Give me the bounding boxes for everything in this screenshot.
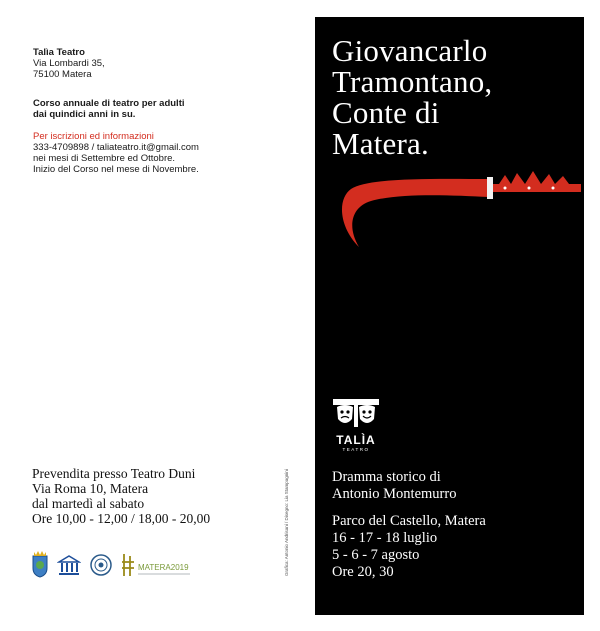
event-time: Ore 20, 30 [332,564,394,580]
matera-2019-logo [120,550,200,580]
play-title [332,35,582,159]
course-block [33,98,185,120]
title-panel [315,17,584,615]
event-dates-august: 5 - 6 - 7 agosto [332,547,420,563]
event-details-block [332,513,486,581]
circular-seal-icon [90,554,112,576]
title-line1: Giovancarlo [332,33,488,68]
course-line1: Corso annuale di teatro per adulti [33,98,185,109]
drama-author-block [332,469,456,503]
event-dates-july: 16 - 17 - 18 luglio [332,530,438,546]
course-line2: dai quindici anni in su. [33,109,136,120]
presale-line2: Via Roma 10, Matera [32,481,149,496]
contact-address-line2: 75100 Matera [33,69,92,80]
presale-line1: Prevendita presso Teatro Duni [32,466,196,481]
title-line4: Matera. [332,126,429,161]
talia-logo-sub: TEATRO [342,447,370,452]
info-line1: 333-4709898 / taliateatro.it@gmail.com [33,142,199,153]
design-credit: Grafica: Antonio Andrisani / Disegno: Lia Stampagnini [284,469,289,576]
matera-coat-of-arms-icon [30,550,50,578]
title-line2: Tramontano, [332,64,493,99]
info-line3: Inizio del Corso nel mese di Novembre. [33,164,199,175]
title-line3: Conte di [332,95,440,130]
contact-address-line1: Via Lombardi 35, [33,58,105,69]
info-block [33,131,199,175]
presale-block [32,466,210,526]
matera-2019-label: MATERA2019 [138,563,189,572]
talia-logo-name: TALÌA [336,433,376,447]
presale-line3: dal martedì al sabato [32,496,145,511]
drama-line2: Antonio Montemurro [332,486,457,502]
sword-illustration-icon [329,167,581,277]
contact-name: Talìa Teatro [33,47,85,58]
info-line2: nei mesi di Settembre ed Ottobre. [33,153,176,164]
theatre-masks-icon [333,399,379,433]
contact-block [33,47,105,80]
event-location: Parco del Castello, Matera [332,513,486,529]
drama-line1: Dramma storico di [332,469,441,485]
info-heading: Per iscrizioni ed informazioni [33,131,154,142]
talia-teatro-logo [333,399,383,459]
unesco-icon [57,554,81,576]
sponsor-logos [30,550,200,580]
presale-line4: Ore 10,00 - 12,00 / 18,00 - 20,00 [32,511,211,526]
